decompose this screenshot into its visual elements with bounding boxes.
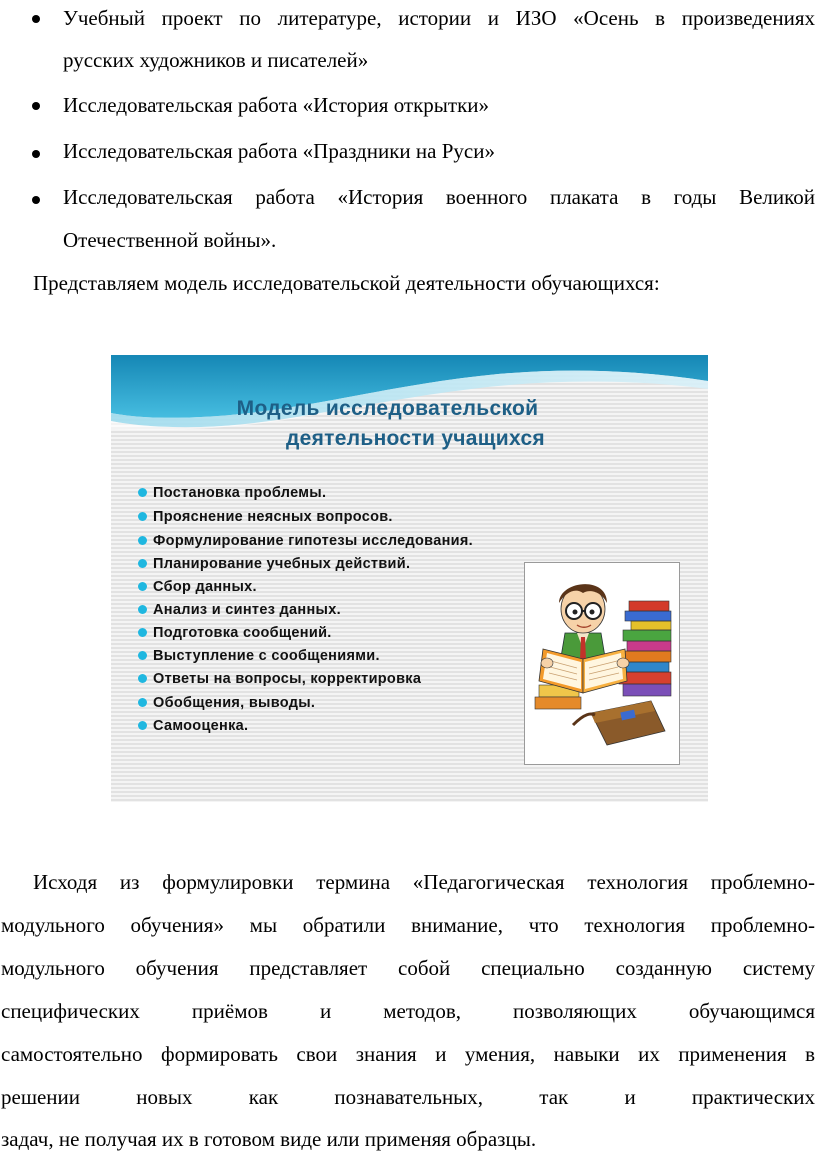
- bullet-dot-icon: [138, 488, 147, 497]
- bullet-line: Исследовательская работа «История военного плаката в годы Великой: [63, 185, 815, 209]
- bullet-dot-icon: [138, 651, 147, 660]
- slide-image: Модель исследовательской деятельности учащихся Постановка проблемы. Прояснение неясных вопросов. Формулирование гипотезы исследования. Планирование учебных действий. Сбор данных. Анализ и синтез данных. Подготовка сообщений. Выступление с сообщениями. Ответы на вопросы, корректировка Обобщения, выводы. Самооценка.: [111, 355, 708, 802]
- paragraph-line: задач, не получая их в готовом виде или применяя образцы.: [1, 1127, 537, 1151]
- bullet-dot-icon: [32, 150, 40, 158]
- bullet-dot-icon: [138, 512, 147, 521]
- paragraph-line: самостоятельно формировать свои знания и умения, навыки их применения в: [1, 1042, 815, 1066]
- slide-title-line: деятельности учащихся: [286, 427, 545, 450]
- bullet-dot-icon: [138, 628, 147, 637]
- bullet-dot-icon: [32, 102, 40, 110]
- bullet-line: русских художников и писателей»: [63, 48, 369, 72]
- bullet-dot-icon: [32, 15, 40, 23]
- bullet-dot-icon: [138, 721, 147, 730]
- bullet-dot-icon: [138, 536, 147, 545]
- paragraph-line: модульного обучения» мы обратили внимание, что технология проблемно-: [1, 913, 815, 937]
- bullet-dot-icon: [138, 674, 147, 683]
- paragraph-line: решении новых как познавательных, так и практических: [1, 1085, 815, 1109]
- bullet-dot-icon: [138, 582, 147, 591]
- student-illustration: [524, 562, 680, 765]
- bullet-line: Исследовательская работа «История открытки»: [63, 93, 490, 117]
- bullet-dot-icon: [138, 559, 147, 568]
- bullet-dot-icon: [32, 196, 40, 204]
- student-with-books-icon: [525, 563, 679, 764]
- paragraph-line: Исходя из формулировки термина «Педагогическая технология проблемно-: [33, 870, 815, 894]
- bullet-line: Учебный проект по литературе, истории и ИЗО «Осень в произведениях: [63, 6, 815, 30]
- paragraph-line: модульного обучения представляет собой специально созданную систему: [1, 956, 815, 980]
- bullet-line: Отечественной войны».: [63, 228, 277, 252]
- paragraph-line: специфических приёмов и методов, позволяющих обучающимся: [1, 999, 815, 1023]
- slide-title-line: Модель исследовательской: [236, 397, 539, 420]
- bullet-dot-icon: [138, 698, 147, 707]
- intro-text: Представляем модель исследовательской деятельности обучающихся:: [33, 271, 660, 295]
- bullet-line: Исследовательская работа «Праздники на Руси»: [63, 139, 495, 163]
- bullet-dot-icon: [138, 605, 147, 614]
